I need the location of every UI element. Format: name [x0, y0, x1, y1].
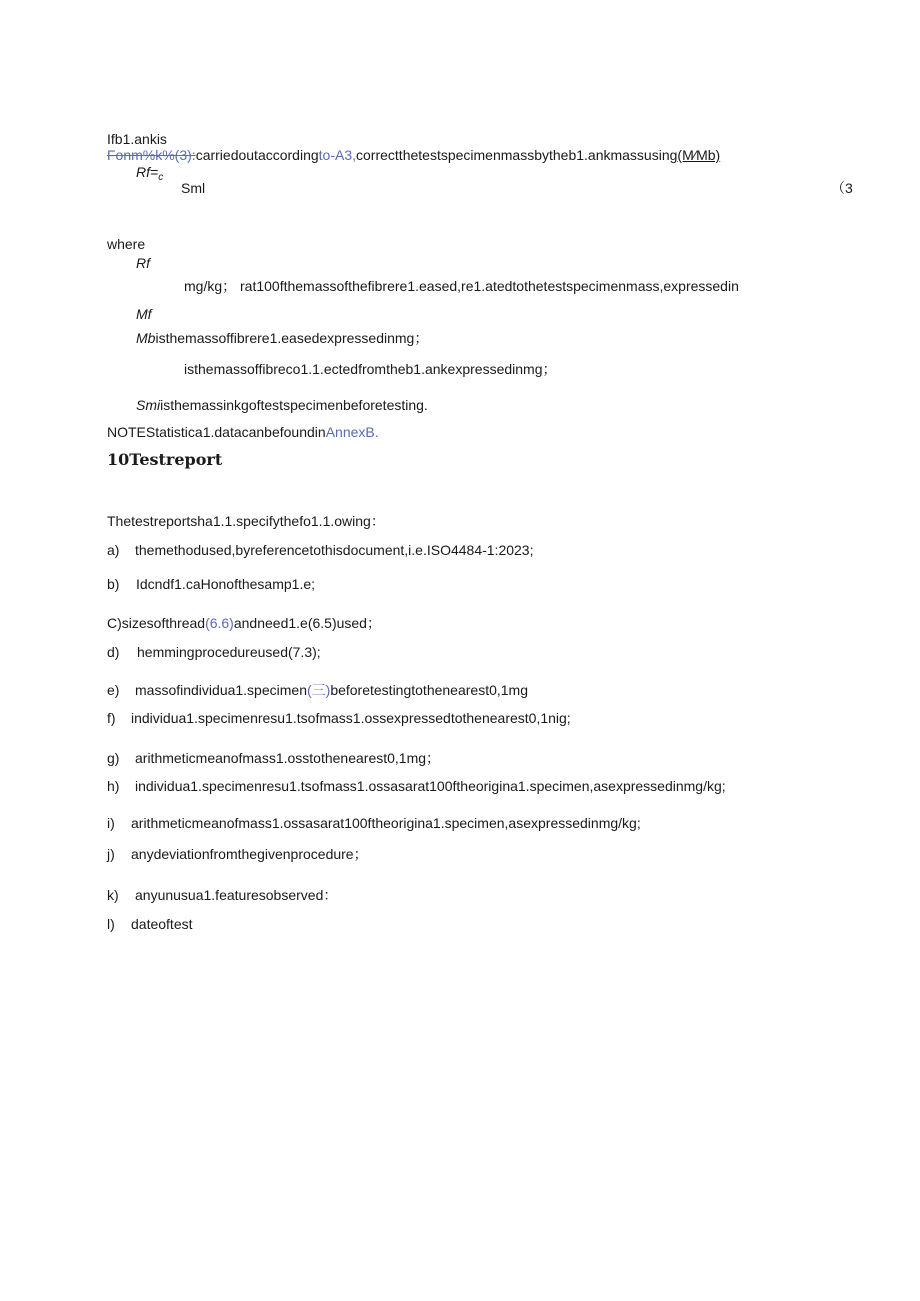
specimen-mark: (三)	[306, 682, 331, 698]
mb-rest: isthemassoffibrere1.easedexpressedinmg；	[155, 330, 429, 346]
list-item-text: Idcndf1.caHonofthesamp1.e;	[136, 576, 316, 592]
equation-number: （3	[831, 180, 853, 196]
list-item-text: sizesofthread	[121, 615, 206, 631]
list-item	[107, 814, 641, 832]
list-item-text: arithmeticmeanofmass1.ossasarat100ftheorigina1.specimen,asexpressedinmg/kg;	[131, 815, 641, 831]
list-item-text-post: beforetestingtothenearest0,1mg	[330, 682, 529, 698]
list-item-text: individua1.specimenresu1.tsofmass1.ossexpressedtothenearest0,1nig;	[131, 710, 571, 726]
blank-text-a: carriedoutaccording	[195, 147, 319, 163]
list-item	[107, 749, 440, 767]
list-item-text: themethodused,byreferencetothisdocument,i.e.ISO4484-1:2023;	[135, 542, 534, 558]
section-title: 10Testreport	[107, 450, 223, 469]
note	[107, 423, 379, 441]
list-item-text: arithmeticmeanofmass1.osstothenearest0,1mg；	[135, 750, 441, 766]
list-item-label: C)	[107, 615, 122, 631]
list-item-label: f)	[107, 710, 116, 726]
formula-lhs	[136, 163, 163, 187]
list-item-label: a)	[107, 542, 120, 558]
list-item-label: k)	[107, 887, 119, 903]
blank-line-2	[107, 146, 720, 164]
mf-symbol: Mf	[136, 306, 152, 322]
sml-line	[136, 396, 428, 414]
list-item-text-post: andneed1.e(6.5)used；	[233, 615, 381, 631]
sml-symbol: Smi	[136, 397, 161, 413]
mass-ratio-formula: (M⁄Mb)	[677, 147, 721, 163]
list-item-label: d)	[107, 644, 120, 660]
list-item	[107, 541, 533, 559]
list-item	[107, 575, 315, 593]
list-item-text: anyunusua1.featuresobserved：	[135, 887, 338, 903]
list-item-label: g)	[107, 750, 120, 766]
rf-symbol: Rf	[136, 255, 150, 271]
list-item-text: hemmingprocedureused(7.3);	[137, 644, 321, 660]
annex-b-link[interactable]: AnnexB.	[325, 424, 379, 440]
formula-rf: Rf=	[136, 164, 159, 180]
list-item	[107, 614, 381, 632]
list-item-text: dateoftest	[131, 916, 193, 932]
list-item	[107, 709, 571, 727]
list-item-text: massofindividua1.specimen	[135, 682, 307, 698]
sml-description: isthemassinkgoftestspecimenbeforetesting.	[160, 397, 428, 413]
list-item-label: b)	[107, 576, 120, 592]
list-item-label: l)	[107, 916, 115, 932]
list-item	[107, 845, 368, 863]
formula-denominator: Sml	[181, 180, 206, 196]
blank-text-b: correctthetestspecimenmassbytheb1.ankmassusing	[356, 147, 678, 163]
list-item	[107, 643, 321, 661]
formula-subscript: c	[158, 172, 164, 183]
list-item	[107, 886, 337, 904]
where-label: where	[107, 236, 146, 252]
mb-line	[136, 329, 428, 347]
list-item-label: i)	[107, 815, 115, 831]
section-intro: Thetestreportsha1.1.specifythefo1.1.owing：	[107, 513, 385, 529]
list-item	[107, 915, 193, 933]
list-item-text: anydeviationfromthegivenprocedure；	[131, 846, 368, 862]
list-item-text: individua1.specimenresu1.tsofmass1.ossasarat100ftheorigina1.specimen,asexpressedinmg/kg;	[135, 778, 726, 794]
blank-line-1: Ifb1.ankis	[107, 131, 167, 147]
annex-a3-link[interactable]: to-A3,	[318, 147, 357, 163]
list-item-label: e)	[107, 682, 120, 698]
struck-text: Fonm%k%(3):	[107, 147, 196, 163]
clause-6-6-link[interactable]: (6.6)	[205, 615, 234, 631]
rf-description: mg/kg； rat100fthemassofthefibrere1.eased,re1.atedtothetestspecimenmass,expressedin	[184, 278, 739, 294]
list-item-label: h)	[107, 778, 120, 794]
list-item	[107, 777, 726, 795]
list-item-label: j)	[107, 846, 115, 862]
list-item	[107, 681, 528, 699]
mb-description: isthemassoffibreco1.1.ectedfromtheb1.ankexpressedinmg；	[184, 361, 557, 377]
note-text: NOTEStatistica1.datacanbefoundin	[107, 424, 326, 440]
mb-symbol: Mb	[136, 330, 156, 346]
